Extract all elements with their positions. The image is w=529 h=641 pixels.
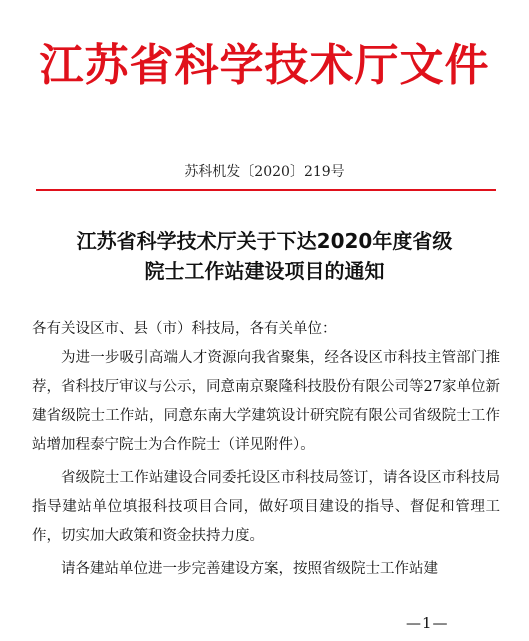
body-paragraph-3: 请各建站单位进一步完善建设方案，按照省级院士工作站建 xyxy=(61,561,438,577)
page-number: —1— xyxy=(406,614,449,632)
salutation: 各有关设区市、县（市）科技局，各有关单位： xyxy=(32,321,337,337)
notice-title xyxy=(0,226,529,286)
red-divider-line xyxy=(36,189,496,191)
notice-title-line-2: 院士工作站建设项目的通知 xyxy=(144,259,385,283)
document-number: 苏科机发〔2020〕219号 xyxy=(184,164,345,180)
document-header-title: 江苏省科学技术厅文件 xyxy=(39,40,490,91)
body-paragraph-2: 省级院士工作站建设合同委托设区市科技局签订，请各设区市科技局指导建站单位填报科技项目合同，做好项目建设的指导、督促和管理工作，切实加大政策和资金扶持力度。 xyxy=(32,470,500,544)
notice-body xyxy=(32,315,500,584)
notice-title-line-1: 江苏省科学技术厅关于下达2020年度省级 xyxy=(76,229,453,253)
body-paragraph-1: 为进一步吸引高端人才资源向我省聚集，经各设区市科技主管部门推荐，省科技厅审议与公示，同意南京聚隆科技股份有限公司等27家单位新建省级院士工作站，同意东南大学建筑设计研究院有限公司省级院士工作站增加程泰宁院士为合作院士（详见附件）。 xyxy=(32,350,500,453)
